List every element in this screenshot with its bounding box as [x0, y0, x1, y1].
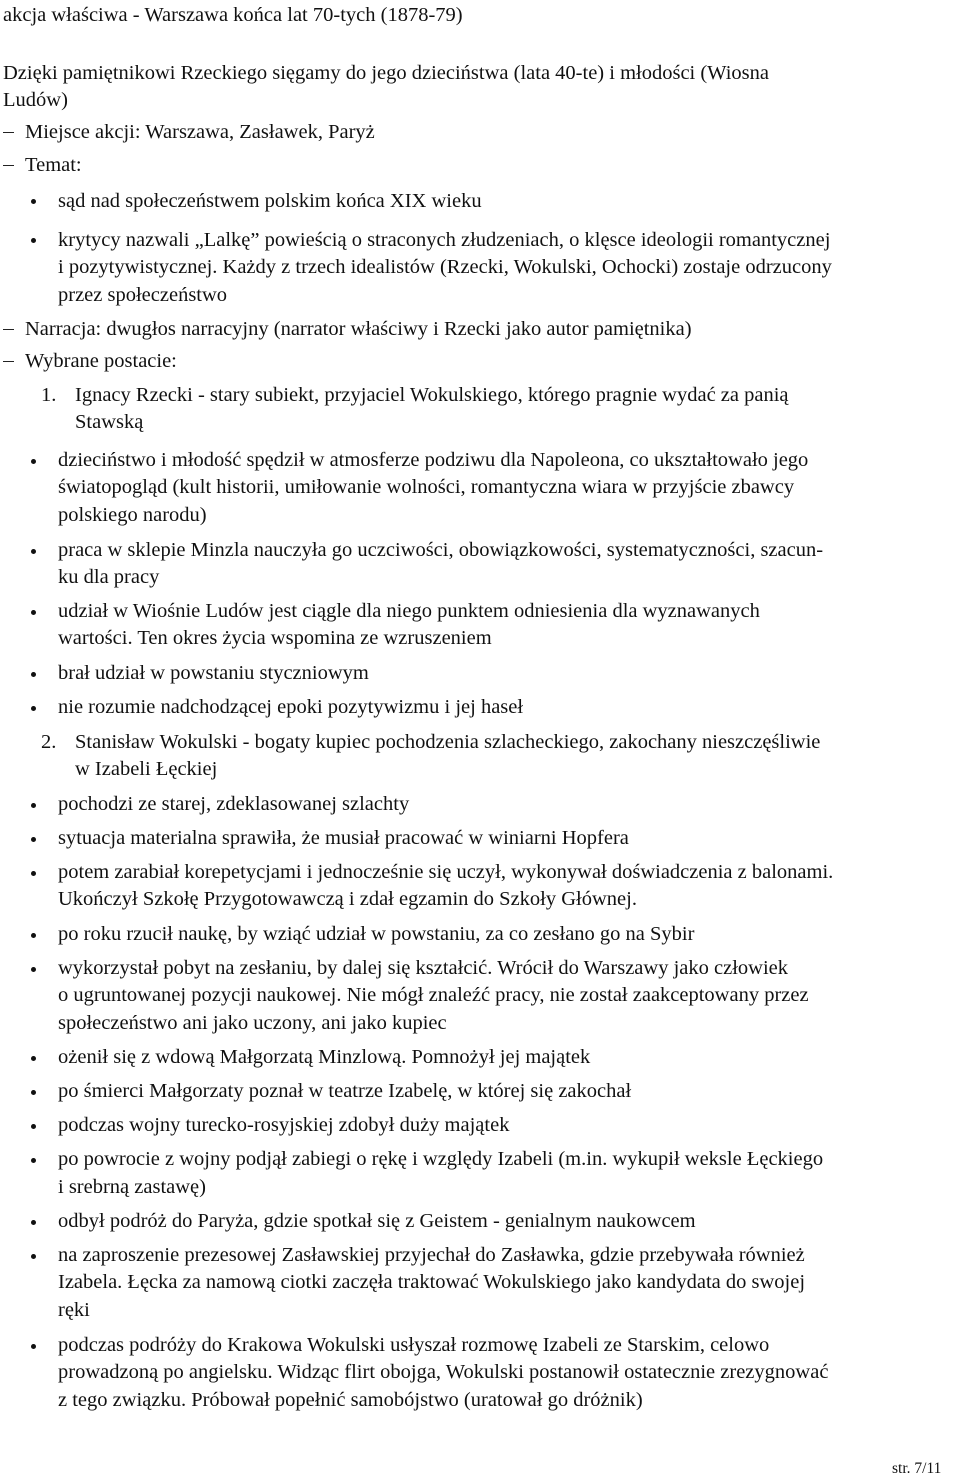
bullet-item: po powrocie z wojny podjął zabiegi o rękę i względy Izabeli (m.in. wykupił weksle Łęckiego — [58, 1148, 824, 1170]
dash-item: Temat: — [25, 154, 82, 176]
bullet-dot — [31, 837, 36, 842]
bullet-item: na zaproszenie prezesowej Zasławskiej przyjechał do Zasławka, gdzie przebywała również — [58, 1244, 805, 1266]
bullet-item-cont: społeczeństwo ani jako uczony, ani jako kupiec — [58, 1012, 447, 1034]
paragraph-line: Ludów) — [3, 89, 68, 111]
bullet-item: po śmierci Małgorzaty poznał w teatrze Izabelę, w której się zakochał — [58, 1080, 632, 1102]
bullet-item: nie rozumie nadchodzącej epoki pozytywizmu i jej haseł — [58, 696, 524, 718]
intro-line: akcja właściwa - Warszawa końca lat 70-tych (1878-79) — [3, 4, 463, 26]
bullet-dot — [31, 238, 36, 243]
bullet-dot — [31, 610, 36, 615]
bullet-dot — [31, 1158, 36, 1163]
page-number: str. 7/11 — [892, 1460, 942, 1477]
bullet-item-cont: i srebrną zastawę) — [58, 1176, 206, 1198]
paragraph-line: Dzięki pamiętnikowi Rzeckiego sięgamy do jego dzieciństwa (lata 40-te) i młodości (Wiosna — [3, 62, 769, 84]
bullet-item: sąd nad społeczeństwem polskim końca XIX wieku — [58, 190, 482, 212]
bullet-dot — [31, 459, 36, 464]
bullet-item-cont: z tego związku. Próbował popełnić samobójstwo (uratował go dróżnik) — [58, 1389, 643, 1411]
list-number: 1. — [41, 384, 57, 406]
bullet-dot — [31, 967, 36, 972]
dash-item: Miejsce akcji: Warszawa, Zasławek, Paryż — [25, 121, 375, 143]
bullet-dot — [31, 549, 36, 554]
bullet-item-cont: wartości. Ten okres życia wspomina ze wzruszeniem — [58, 627, 492, 649]
bullet-dot — [31, 1090, 36, 1095]
bullet-item: potem zarabiał korepetycjami i jednocześnie się uczył, wykonywał doświadczenia z balonami. — [58, 861, 834, 883]
bullet-item: po roku rzucił naukę, by wziąć udział w powstaniu, za co zesłano go na Sybir — [58, 923, 695, 945]
bullet-item: sytuacja materialna sprawiła, że musiał pracować w winiarni Hopfera — [58, 827, 629, 849]
bullet-item: podczas wojny turecko-rosyjskiej zdobył duży majątek — [58, 1114, 510, 1136]
numbered-item: Ignacy Rzecki - stary subiekt, przyjaciel Wokulskiego, którego pragnie wydać za panią — [75, 384, 789, 406]
bullet-item: odbył podróż do Paryża, gdzie spotkał się z Geistem - genialnym naukowcem — [58, 1210, 696, 1232]
numbered-item-cont: w Izabeli Łęckiej — [75, 758, 218, 780]
bullet-dot — [31, 871, 36, 876]
bullet-item-cont: prowadzoną po angielsku. Widząc flirt obojga, Wokulski postanowił ostatecznie zrezygnować — [58, 1361, 829, 1383]
bullet-dot — [31, 1056, 36, 1061]
bullet-item: ożenił się z wdową Małgorzatą Minzlową. Pomnożył jej majątek — [58, 1046, 591, 1068]
bullet-item: krytycy nazwali „Lalkę” powieścią o straconych złudzeniach, o klęsce ideologii romantycznej — [58, 229, 831, 251]
bullet-dot — [31, 803, 36, 808]
dash-item: Wybrane postacie: — [25, 350, 177, 372]
bullet-dot — [31, 706, 36, 711]
bullet-item: pochodzi ze starej, zdeklasowanej szlachty — [58, 793, 410, 815]
dash-bullet — [3, 165, 14, 166]
bullet-item-cont: ku dla pracy — [58, 566, 160, 588]
bullet-item: podczas podróży do Krakowa Wokulski usłyszał rozmowę Izabeli ze Starskim, celowo — [58, 1334, 770, 1356]
dash-bullet — [3, 132, 14, 133]
bullet-dot — [31, 1220, 36, 1225]
bullet-item: dzieciństwo i młodość spędził w atmosferze podziwu dla Napoleona, co ukształtowało jego — [58, 449, 809, 471]
bullet-dot — [31, 1254, 36, 1259]
bullet-item: brał udział w powstaniu styczniowym — [58, 662, 369, 684]
bullet-item-cont: Ukończył Szkołę Przygotowawczą i zdał egzamin do Szkoły Głównej. — [58, 888, 637, 910]
bullet-item-cont: o ugruntowanej pozycji naukowej. Nie mógł znaleźć pracy, nie został zaakceptowany przez — [58, 984, 809, 1006]
bullet-item: praca w sklepie Minzla nauczyła go uczciwości, obowiązkowości, systematyczności, szacun- — [58, 539, 824, 561]
bullet-item-cont: światopogląd (kult historii, umiłowanie wolności, romantyczna wiara w przyjście zbawcy — [58, 476, 795, 498]
bullet-item-cont: przez społeczeństwo — [58, 284, 228, 306]
bullet-dot — [31, 1124, 36, 1129]
dash-item: Narracja: dwugłos narracyjny (narrator właściwy i Rzecki jako autor pamiętnika) — [25, 318, 692, 340]
bullet-item-cont: i pozytywistycznej. Każdy z trzech idealistów (Rzecki, Wokulski, Ochocki) zostaje odrzucony — [58, 256, 832, 278]
dash-bullet — [3, 329, 14, 330]
numbered-item-cont: Stawską — [75, 411, 144, 433]
bullet-dot — [31, 933, 36, 938]
bullet-item: udział w Wiośnie Ludów jest ciągle dla niego punktem odniesienia dla wyznawanych — [58, 600, 760, 622]
bullet-item: wykorzystał pobyt na zesłaniu, by dalej się kształcić. Wrócił do Warszawy jako człowiek — [58, 957, 788, 979]
bullet-item-cont: polskiego narodu) — [58, 504, 207, 526]
bullet-dot — [31, 1344, 36, 1349]
numbered-item: Stanisław Wokulski - bogaty kupiec pochodzenia szlacheckiego, zakochany nieszczęśliwie — [75, 731, 821, 753]
list-number: 2. — [41, 731, 57, 753]
bullet-item-cont: Izabela. Łęcka za namową ciotki zaczęła traktować Wokulskiego jako kandydata do swojej — [58, 1271, 806, 1293]
bullet-item-cont: ręki — [58, 1299, 90, 1321]
bullet-dot — [31, 672, 36, 677]
dash-bullet — [3, 361, 14, 362]
bullet-dot — [31, 199, 36, 204]
